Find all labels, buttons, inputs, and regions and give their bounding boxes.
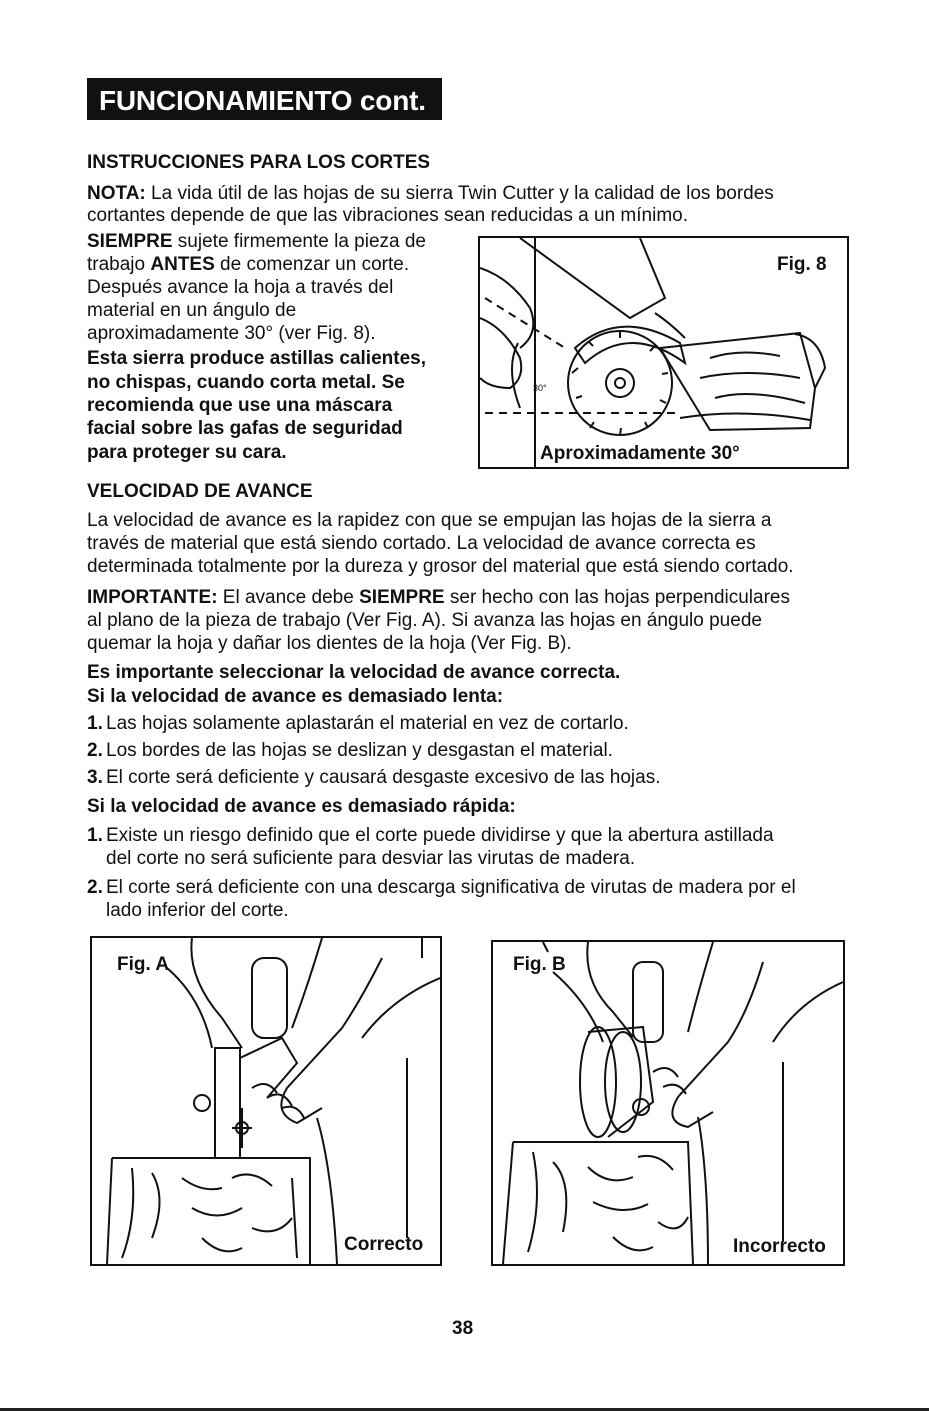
heading-instrucciones: INSTRUCCIONES PARA LOS CORTES [87, 152, 431, 173]
slow-item-2: Los bordes de las hojas se deslizan y desgastan el material. [106, 740, 613, 761]
fast-item-1-line-1: Existe un riesgo definido que el corte puede dividirse y que la abertura astillada [106, 825, 774, 846]
slow-item-3: El corte será deficiente y causará desgaste excesivo de las hojas. [106, 767, 661, 788]
importante-line-3: quemar la hoja y dañar los dientes de la hoja (Ver Fig. B). [87, 633, 572, 654]
slow-item-1: Las hojas solamente aplastarán el material en vez de cortarlo. [106, 713, 629, 734]
figure-8-label: Fig. 8 [777, 254, 827, 275]
importante-label: IMPORTANTE: [87, 587, 218, 608]
fast-heading: Si la velocidad de avance es demasiado rápida: [87, 796, 516, 817]
trabajo-line [87, 254, 467, 276]
fast-item-2-number: 2. [87, 877, 103, 898]
importante-line-1 [87, 587, 857, 609]
nota-line-2: cortantes depende de que las vibraciones sean reducidas a un mínimo. [87, 205, 688, 226]
bold-statement: Es importante seleccionar la velocidad de avance correcta. [87, 662, 621, 683]
velocidad-line-1: La velocidad de avance es la rapidez con que se empujan las hojas de la sierra a [87, 510, 772, 531]
nota-line-1 [87, 183, 857, 205]
slow-item-2-number: 2. [87, 740, 103, 761]
fast-item-1-number: 1. [87, 825, 103, 846]
slow-item-1-number: 1. [87, 713, 103, 734]
figure-a [90, 936, 442, 1266]
angle-mark: 30° [533, 383, 547, 393]
figure-8-caption: Aproximadamente 30° [540, 443, 740, 464]
fast-item-1-line-2: del corte no será suficiente para desviar las virutas de madera. [106, 848, 636, 869]
figure-b-caption: Incorrecto [733, 1236, 826, 1257]
siempre-line [87, 231, 467, 253]
slow-item-3-number: 3. [87, 767, 103, 788]
importante-siempre: SIEMPRE [359, 587, 445, 608]
page-number: 38 [452, 1318, 474, 1339]
warning-line-1: Esta sierra produce astillas calientes, [87, 348, 427, 369]
section-banner [87, 78, 442, 120]
banner-title: FUNCIONAMIENTO cont. [99, 85, 426, 116]
figure-a-caption: Correcto [344, 1234, 424, 1255]
fast-item-2-line-1: El corte será deficiente con una descarga significativa de virutas de madera por el [106, 877, 796, 898]
nota-text: La vida útil de las hojas de su sierra Twin Cutter y la calidad de los bordes [145, 183, 774, 204]
importante-line-2: al plano de la pieza de trabajo (Ver Fig. A). Si avanza las hojas en ángulo puede [87, 610, 762, 631]
figure-a-illustration [92, 938, 440, 1264]
warning-line-4: facial sobre las gafas de seguridad [87, 418, 403, 439]
nota-label: NOTA: [87, 183, 146, 204]
siempre-label: SIEMPRE [87, 231, 173, 252]
body-line-5: aproximadamente 30° (ver Fig. 8). [87, 323, 376, 344]
figure-a-label: Fig. A [117, 954, 170, 975]
figure-b-label: Fig. B [513, 954, 566, 975]
figure-b-illustration [493, 942, 843, 1264]
warning-line-5: para proteger su cara. [87, 442, 287, 463]
fast-item-2-line-2: lado inferior del corte. [106, 900, 289, 921]
antes-label: ANTES [150, 254, 215, 275]
warning-line-3: recomienda que use una máscara [87, 395, 393, 416]
heading-velocidad: VELOCIDAD DE AVANCE [87, 481, 313, 502]
importante-text-a: El avance debe [217, 587, 360, 608]
figure-8 [478, 236, 849, 469]
velocidad-line-3: determinada totalmente por la dureza y grosor del material que está siendo cortado. [87, 556, 794, 577]
trabajo-text: trabajo [87, 254, 151, 275]
body-line-4: material en un ángulo de [87, 300, 297, 321]
velocidad-line-2: través de material que está siendo cortado. La velocidad de avance correcta es [87, 533, 756, 554]
warning-line-2: no chispas, cuando corta metal. Se [87, 372, 405, 393]
trabajo-rest: de comenzar un corte. [214, 254, 410, 275]
slow-heading: Si la velocidad de avance es demasiado lenta: [87, 686, 504, 707]
siempre-text: sujete firmemente la pieza de [172, 231, 426, 252]
body-line-3: Después avance la hoja a través del [87, 277, 394, 298]
importante-text-b: ser hecho con las hojas perpendiculares [444, 587, 790, 608]
figure-b [491, 940, 845, 1266]
